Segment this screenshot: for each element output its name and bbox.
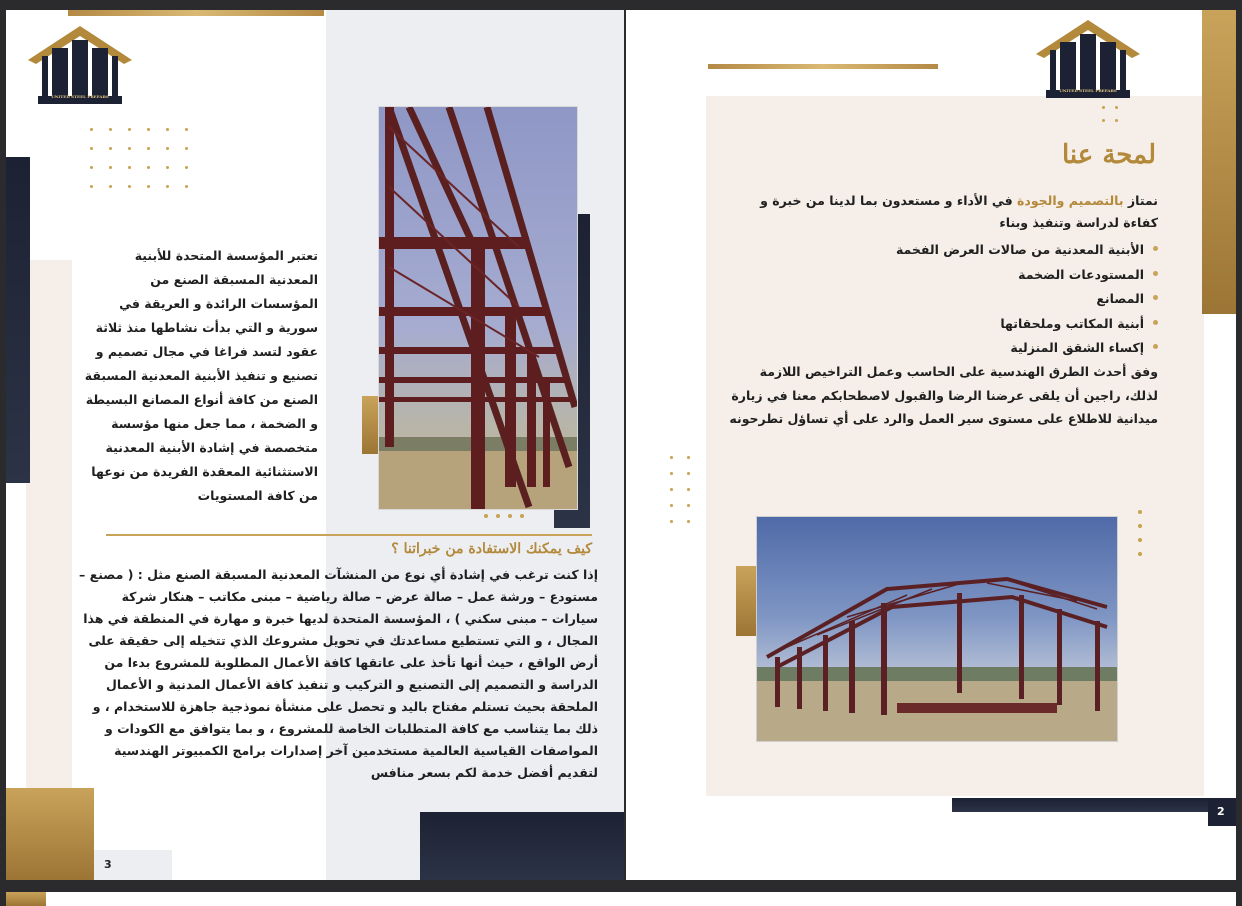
- intro-highlight: بالتصميم والجودة: [1017, 193, 1124, 208]
- about-title: لمحة عنا: [1061, 140, 1156, 170]
- steel-frame-photo: [378, 106, 578, 510]
- section-divider: [106, 534, 592, 536]
- intro-suffix: في الأداء و مستعدون بما لدينا من خبرة و كفاءة لدراسة وتنفيذ وبناء: [760, 193, 1158, 230]
- photo-dots: [484, 514, 523, 518]
- page-number: 3: [104, 858, 112, 871]
- intro-paragraph: تعتبر المؤسسة المتحدة للأبنية المعدنية المسبقة الصنع من المؤسسات الرائدة و العريقة في سورية و التي بدأت نشاطها منذ ثلاثة عقود لتسد فراغا في مجال تصميم و تصنيع و تنفيذ الأبنية المعدنية المسبقة الصنع من كافة أنواع المصانع البسيطة و الضخمة ، مما جعل منها مؤسسة متخصصة في إشادة الأبنية المعدنية الاستثنائية المعقدة الفريدة من نوعها من كافة المستويات: [84, 248, 318, 503]
- left-navy-bar: [6, 157, 30, 483]
- page-3: [6, 10, 624, 880]
- page-2: [626, 10, 1236, 880]
- decor-dots-grid: [90, 128, 188, 188]
- logo-text: UNITED STEEL PREFABS: [51, 94, 109, 99]
- warehouse-frame-photo: [756, 516, 1118, 742]
- next-page-strip: [6, 892, 1236, 906]
- closing-paragraph: وفق أحدث الطرق الهندسية على الحاسب وعمل التراخيص اللازمة لذلك، راجين أن يلقى عرضنا الرضا والقبول لاصطحابكم معنا في زيارة ميدانية للاطلاع على مستوى سير العمل والرد على أي تساؤل تطرحونه: [729, 364, 1158, 426]
- body-paragraph: إذا كنت ترغب في إشادة أي نوع من المنشآت المعدنية المسبقة الصنع مثل : ( مصنع – مستودع – ورشة عمل – صالة عرض – صالة رياضية – مبنى مكاتب – هنكار شركة سيارات – مبنى سكني ) ، المؤسسة المتحدة لديها خبرة و مهارة في المنطقة في هذا المجال ، و التي تستطيع مساعدتك في تحويل مشروعك الذي تتخيله إلى حقيقة على أرض الواقع ، حيث أنها تأخذ على عاتقها كافة الأعمال المطلوبة للمشروع بدءا من الدراسة و التصميم إلى التصنيع و التركيب و تنفيذ كافة الأعمال المدنية و الأعمال الملحقة بحيث تستلم مفتاح باليد و تحصل على منشأة نموذجية جاهزة للاستخدام ، و ذلك بما يتناسب مع كافة المتطلبات الخاصة للمشروع ، و بما يتوافق مع الكودات و المواصفات القياسية العالمية مستخدمين آخر إصدارات برامج الكمبيوتر الهندسية لتقديم أفضل خدمة لكم بسعر منافس: [79, 567, 598, 780]
- section-heading: كيف يمكنك الاستفادة من خبراتنا ؟: [391, 541, 592, 557]
- top-gold-bar: [68, 10, 324, 16]
- list-item: المصانع: [806, 287, 1158, 312]
- top-gold-line: [708, 64, 938, 69]
- next-page-gold: [6, 892, 46, 906]
- list-item: الأبنية المعدنية من صالات العرض الفخمة: [806, 238, 1158, 263]
- page-number-right: 2: [1217, 805, 1225, 818]
- list-item: أبنية المكاتب وملحقاتها: [806, 312, 1158, 337]
- company-logo-right: [1032, 16, 1144, 98]
- house-logo-icon-right: [1032, 16, 1144, 98]
- page-number-box: [94, 850, 172, 880]
- photo-gold-accent-right: [736, 566, 758, 636]
- list-item: المستودعات الضخمة: [806, 263, 1158, 288]
- side-dots: [670, 456, 690, 523]
- bottom-navy-bar: [952, 798, 1236, 812]
- services-list: [806, 238, 1158, 361]
- cream-strip: [26, 260, 72, 880]
- house-logo-icon: [24, 22, 136, 104]
- right-gold-bar: [1202, 10, 1236, 314]
- bottom-gold-block: [6, 788, 94, 880]
- about-intro: [726, 190, 1158, 234]
- logo-text-right: UNITED STEEL PREFABS: [1059, 88, 1117, 93]
- title-dots: [1102, 106, 1118, 122]
- intro-prefix: نمتاز: [1123, 193, 1158, 208]
- photo-side-dots: [1138, 510, 1142, 556]
- bottom-navy-block: [420, 812, 624, 880]
- page-number-box-right: [1208, 798, 1236, 826]
- company-logo: [24, 22, 136, 104]
- list-item: إكساء الشقق المنزلية: [806, 336, 1158, 361]
